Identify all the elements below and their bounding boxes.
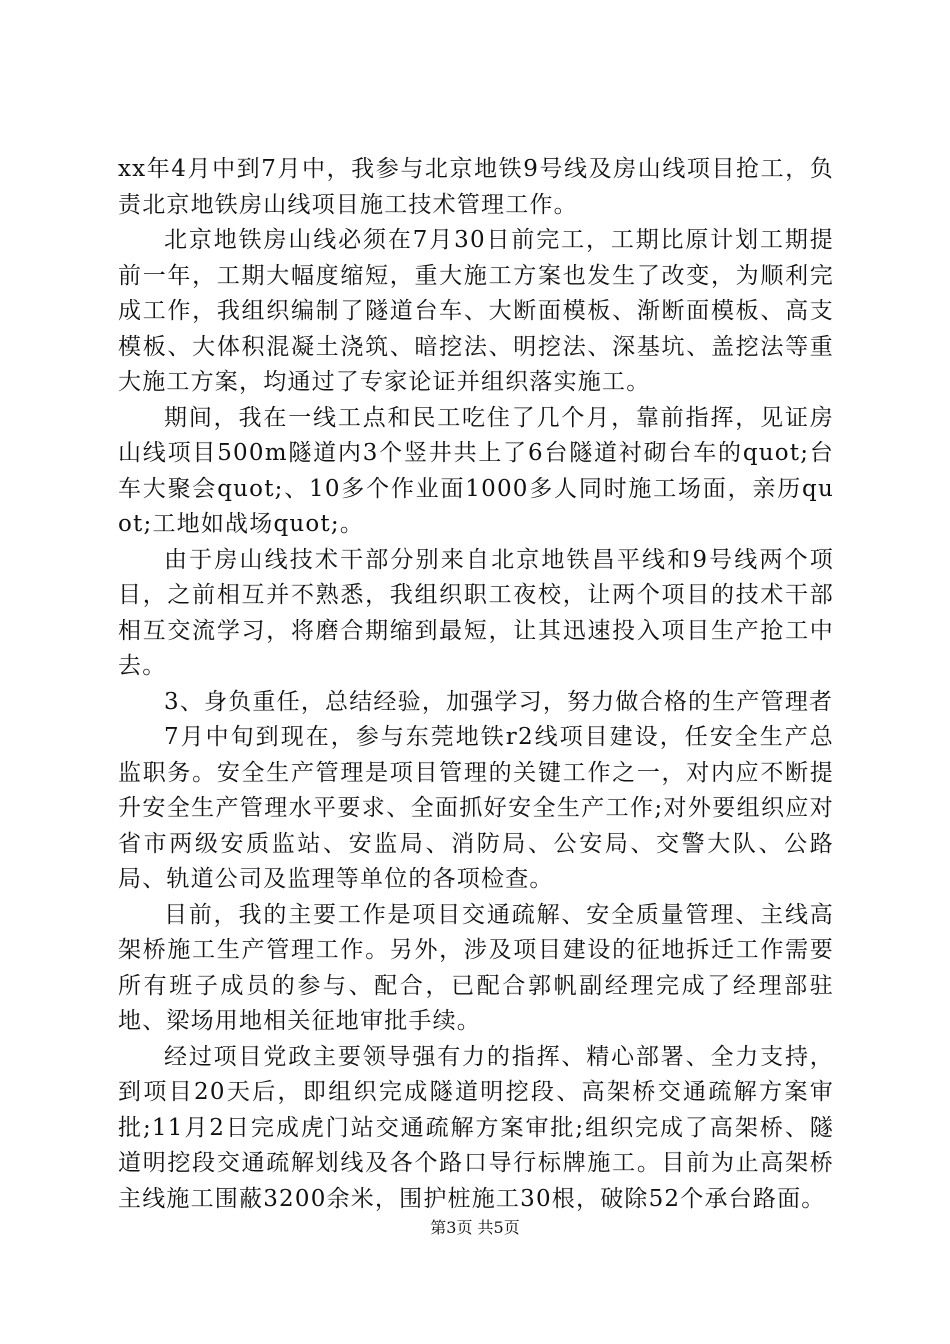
- paragraph-1: xx年4月中到7月中，我参与北京地铁9号线及房山线项目抢工，负责北京地铁房山线项目施工技术管理工作。: [118, 156, 834, 218]
- document-body: [118, 152, 834, 1217]
- paragraph-5: 7月中旬到现在，参与东莞地铁r2线项目建设，任安全生产总监职务。安全生产管理是项目管理的关键工作之一，对内应不断提升安全生产管理水平要求、全面抓好安全生产工作;对外要组织应对省市两级安质监站、安监局、消防局、公安局、交警大队、公路局、轨道公司及监理等单位的各项检查。: [118, 724, 834, 892]
- page-number-footer: 第3页 共5页: [430, 1218, 520, 1237]
- section-heading: 3、身负重任，总结经验，加强学习，努力做合格的生产管理者: [164, 688, 834, 715]
- paragraph-6: 目前，我的主要工作是项目交通疏解、安全质量管理、主线高架桥施工生产管理工作。另外，涉及项目建设的征地拆迁工作需要所有班子成员的参与、配合，已配合郭帆副经理完成了经理部驻地、梁场用地相关征地审批手续。: [118, 901, 834, 1034]
- paragraph-4: 由于房山线技术干部分别来自北京地铁昌平线和9号线两个项目，之前相互并不熟悉，我组织职工夜校，让两个项目的技术干部相互交流学习，将磨合期缩到最短，让其迅速投入项目生产抢工中去。: [118, 546, 834, 679]
- paragraph-7: 经过项目党政主要领导强有力的指挥、精心部署、全力支持，到项目20天后，即组织完成隧道明挖段、高架桥交通疏解方案审批;11月2日完成虎门站交通疏解方案审批;组织完成了高架桥、隧道明挖段交通疏解划线及各个路口导行标牌施工。目前为止高架桥主线施工围蔽3200余米，围护桩施工30根，破除52个承台路面。: [118, 1043, 834, 1212]
- paragraph-2: 北京地铁房山线必须在7月30日前完工，工期比原计划工期提前一年，工期大幅度缩短，重大施工方案也发生了改变，为顺利完成工作，我组织编制了隧道台车、大断面模板、渐断面模板、高支模板、大体积混凝土浇筑、暗挖法、明挖法、深基坑、盖挖法等重大施工方案，均通过了专家论证并组织落实施工。: [118, 227, 834, 395]
- paragraph-3: 期间，我在一线工点和民工吃住了几个月，靠前指挥，见证房山线项目500m隧道内3个竖井共上了6台隧道衬砌台车的quot;台车大聚会quot;、10多个作业面1000多人同时施工场面，亲历quot;工地如战场quot;。: [118, 404, 834, 537]
